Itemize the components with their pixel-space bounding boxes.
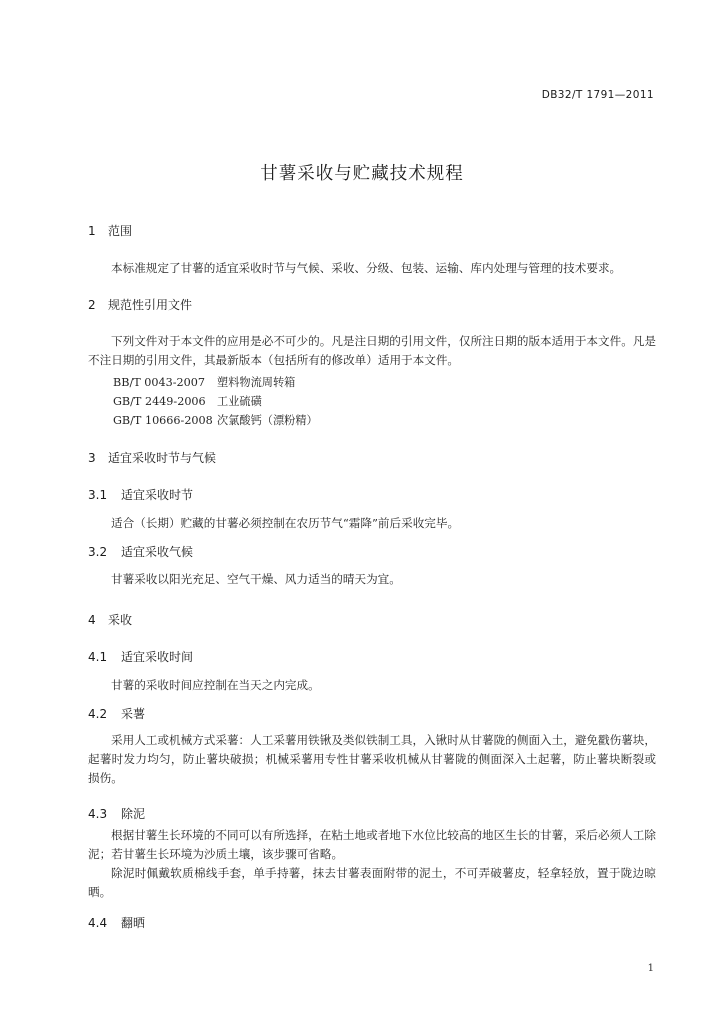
standard-number: DB32/T 1791—2011 (541, 89, 654, 101)
section-heading-2: 2 规范性引用文件 (88, 298, 193, 312)
section-heading-3: 3 适宜采收时节与气候 (88, 451, 217, 465)
reference-item: GB/T 10666-2008 次氯酸钙（漂粉精） (113, 414, 318, 427)
reference-item: BB/T 0043-2007 塑料物流周转箱 (113, 376, 296, 389)
section-heading-4-1: 4.1 适宜采收时间 (88, 650, 194, 664)
section-heading-4-2: 4.2 采薯 (88, 707, 146, 721)
reference-item: GB/T 2449-2006 工业硫磺 (113, 395, 262, 408)
document-title: 甘薯采收与贮藏技术规程 (260, 164, 464, 184)
section-heading-4-3: 4.3 除泥 (88, 807, 146, 821)
section-heading-1: 1 范围 (88, 224, 133, 238)
section-4-3-text-2: 除泥时佩戴软质棉线手套，单手持薯，抹去甘薯表面附带的泥土，不可弄破薯皮，轻拿轻放，置于陇边晾晒。 (88, 866, 656, 899)
page-number: 1 (647, 963, 654, 974)
section-3-1-text: 适合（长期）贮藏的甘薯必须控制在农历节气“霜降”前后采收完毕。 (111, 516, 460, 530)
section-1-text: 本标准规定了甘薯的适宜采收时节与气候、采收、分级、包装、运输、库内处理与管理的技术要求。 (111, 261, 622, 275)
section-4-2-text: 采用人工或机械方式采薯：人工采薯用铁锹及类似铁制工具，入锹时从甘薯陇的侧面入土，避免戳伤薯块，起薯时发力均匀，防止薯块破损；机械采薯用专性甘薯采收机械从甘薯陇的侧面深入土起薯，防止薯块断裂或损伤。 (88, 733, 656, 785)
section-heading-3-1: 3.1 适宜采收时节 (88, 488, 194, 502)
section-heading-4: 4 采收 (88, 613, 133, 627)
section-heading-4-4: 4.4 翻晒 (88, 916, 146, 930)
section-2-text: 下列文件对于本文件的应用是必不可少的。凡是注日期的引用文件，仅所注日期的版本适用于本文件。凡是不注日期的引用文件，其最新版本（包括所有的修改单）适用于本文件。 (88, 334, 656, 367)
section-3-2-text: 甘薯采收以阳光充足、空气干燥、风力适当的晴天为宜。 (111, 572, 401, 586)
section-4-3-text: 根据甘薯生长环境的不同可以有所选择，在粘土地或者地下水位比较高的地区生长的甘薯，采后必须人工除泥；若甘薯生长环境为沙质土壤，该步骤可省略。 (88, 828, 656, 861)
section-4-1-text: 甘薯的采收时间应控制在当天之内完成。 (111, 678, 320, 692)
section-heading-3-2: 3.2 适宜采收气候 (88, 545, 194, 559)
